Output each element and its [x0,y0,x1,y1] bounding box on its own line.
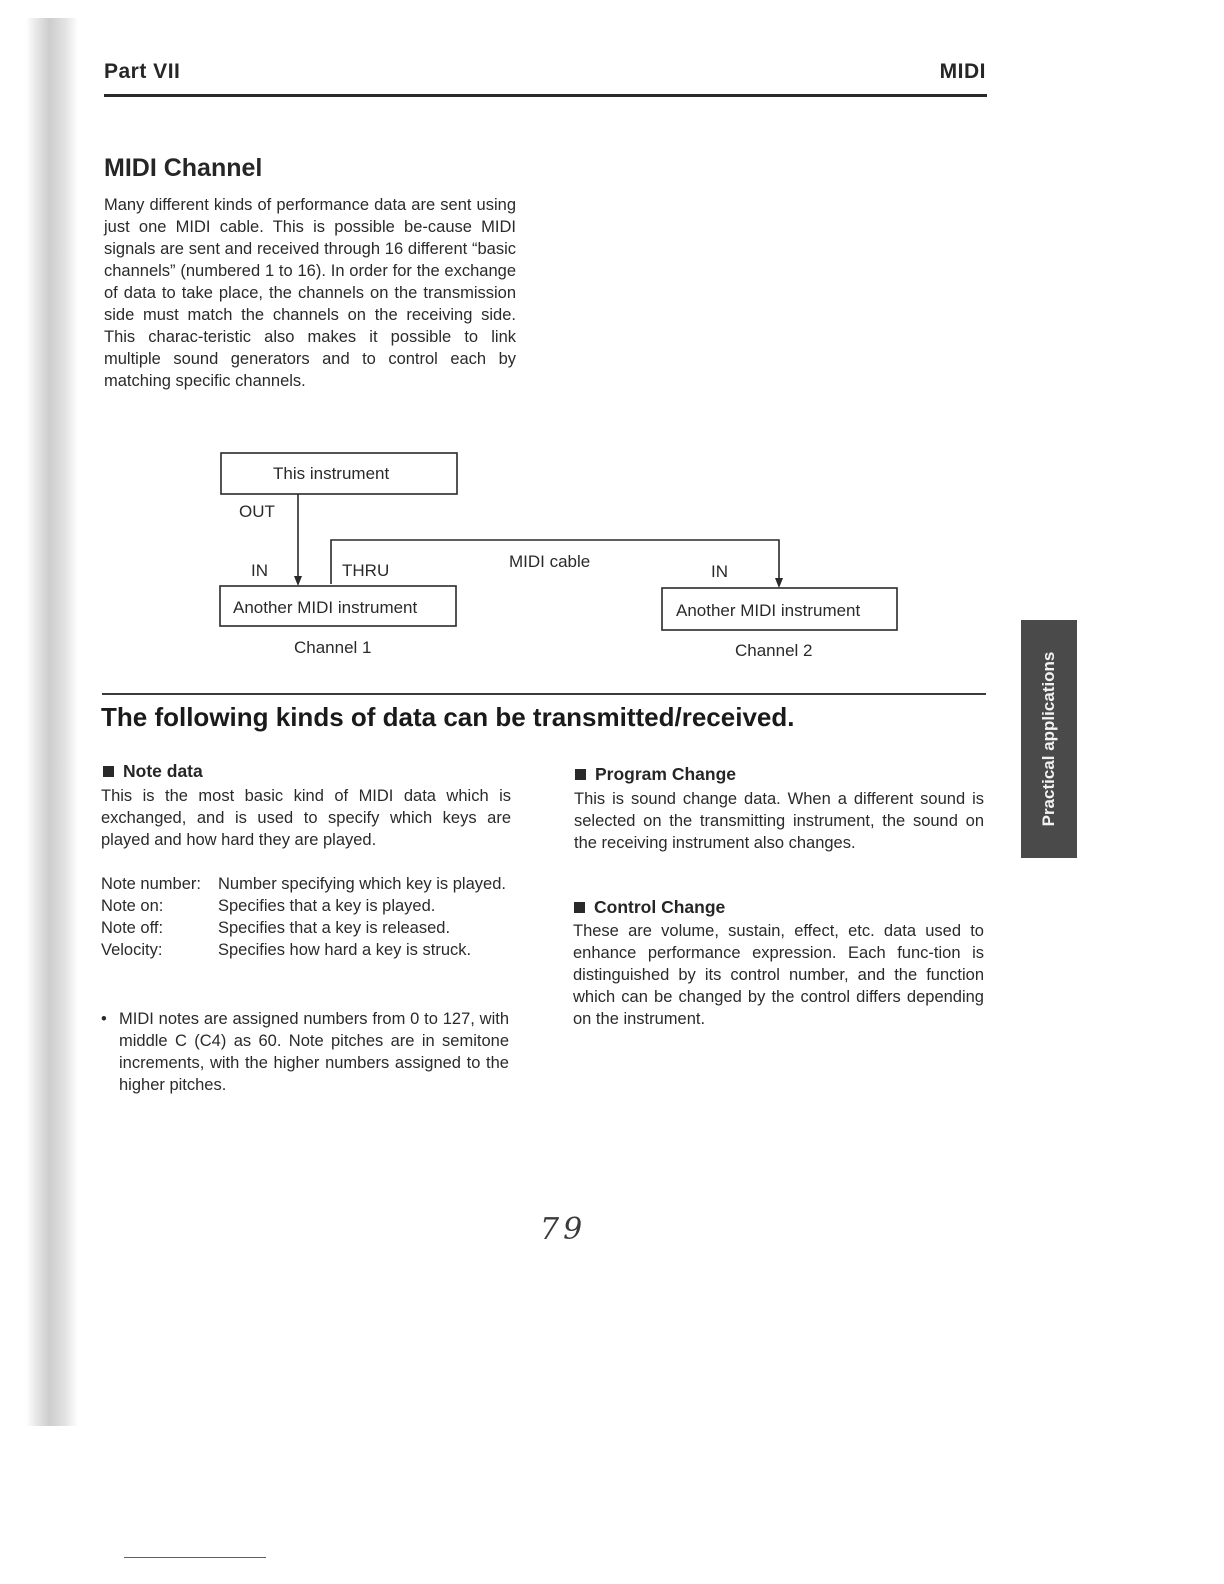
diagram-label-another-instrument-left: Another MIDI instrument [233,598,418,617]
diagram-label-another-instrument-right: Another MIDI instrument [676,601,861,620]
arrowhead-right [775,578,783,588]
square-bullet-icon [575,769,586,780]
control-change-paragraph: These are volume, sustain, effect, etc. data used to enhance performance expression. Each func-tion is distinguished by its control number, and the function which can be changed by the control differs depending on the instrument. [573,922,984,1028]
bullet-text: MIDI notes are assigned numbers from 0 to 127, with middle C (C4) as 60. Note pitches are in semitone increments, with the higher numbers assigned to the higher pitches. [119,1010,509,1094]
program-change-heading [575,764,736,785]
footer-blue-line [124,1557,266,1558]
intro-paragraph: Many different kinds of performance data are sent using just one MIDI cable. This is possible be-cause MIDI signals are sent and received through 16 different “basic channels” (numbered 1 to 16). In order for the exchange of data to take place, the channels on the transmission side must match the channels on the receiving side. This charac-teristic also makes it possible to link multiple sound generators and to control each by matching specific channels. [104,196,516,390]
definition-term: Note on: [101,897,164,915]
note-data-bullet [101,1008,509,1096]
square-bullet-icon [103,766,114,777]
definition-row [101,917,511,939]
diagram-label-channel-1: Channel 1 [294,638,372,657]
definition-term: Note number: [101,875,201,893]
note-data-heading [103,761,203,782]
note-data-paragraph: This is the most basic kind of MIDI data which is exchanged, and is used to specify which keys are played and how hard they are played. [101,787,511,849]
definition-term: Velocity: [101,941,163,959]
diagram-label-this-instrument: This instrument [273,464,390,483]
bullet-dot-icon: • [101,1010,107,1028]
definition-term: Note off: [101,919,164,937]
section-divider-rule [102,693,986,695]
control-change-heading [574,897,725,918]
header-section-label: MIDI [939,60,986,83]
control-change-title: Control Change [594,897,726,917]
diagram-label-midi-cable: MIDI cable [509,552,591,571]
handwritten-page-number: 79 [540,1212,587,1247]
program-change-title: Program Change [595,764,736,784]
definition-row [101,939,511,961]
diagram-label-out: OUT [239,502,275,521]
diagram-label-thru: THRU [342,561,390,580]
arrowhead-left [294,576,302,586]
definition-text: Specifies how hard a key is struck. [218,941,472,959]
main-heading: The following kinds of data can be transmitted/received. [101,702,795,732]
diagram-label-in-right: IN [711,562,728,581]
note-data-title: Note data [123,761,203,781]
definition-text: Number specifying which key is played. [218,875,506,893]
header-part-label: Part VII [104,60,181,83]
diagram-label-channel-2: Channel 2 [735,641,813,660]
side-tab-label: Practical applications [1039,651,1058,827]
midi-connection-diagram [0,0,1224,700]
definition-row [101,873,511,895]
definition-row [101,895,511,917]
program-change-paragraph: This is sound change data. When a different sound is selected on the transmitting instrument, the sound on the receiving instrument also changes. [574,790,984,852]
square-bullet-icon [574,902,585,913]
note-data-definitions [101,873,511,961]
chapter-side-tab [1021,620,1077,858]
section-title: MIDI Channel [104,154,263,182]
definition-text: Specifies that a key is played. [218,897,436,915]
definition-text: Specifies that a key is released. [218,919,451,937]
diagram-label-in-left: IN [251,561,268,580]
